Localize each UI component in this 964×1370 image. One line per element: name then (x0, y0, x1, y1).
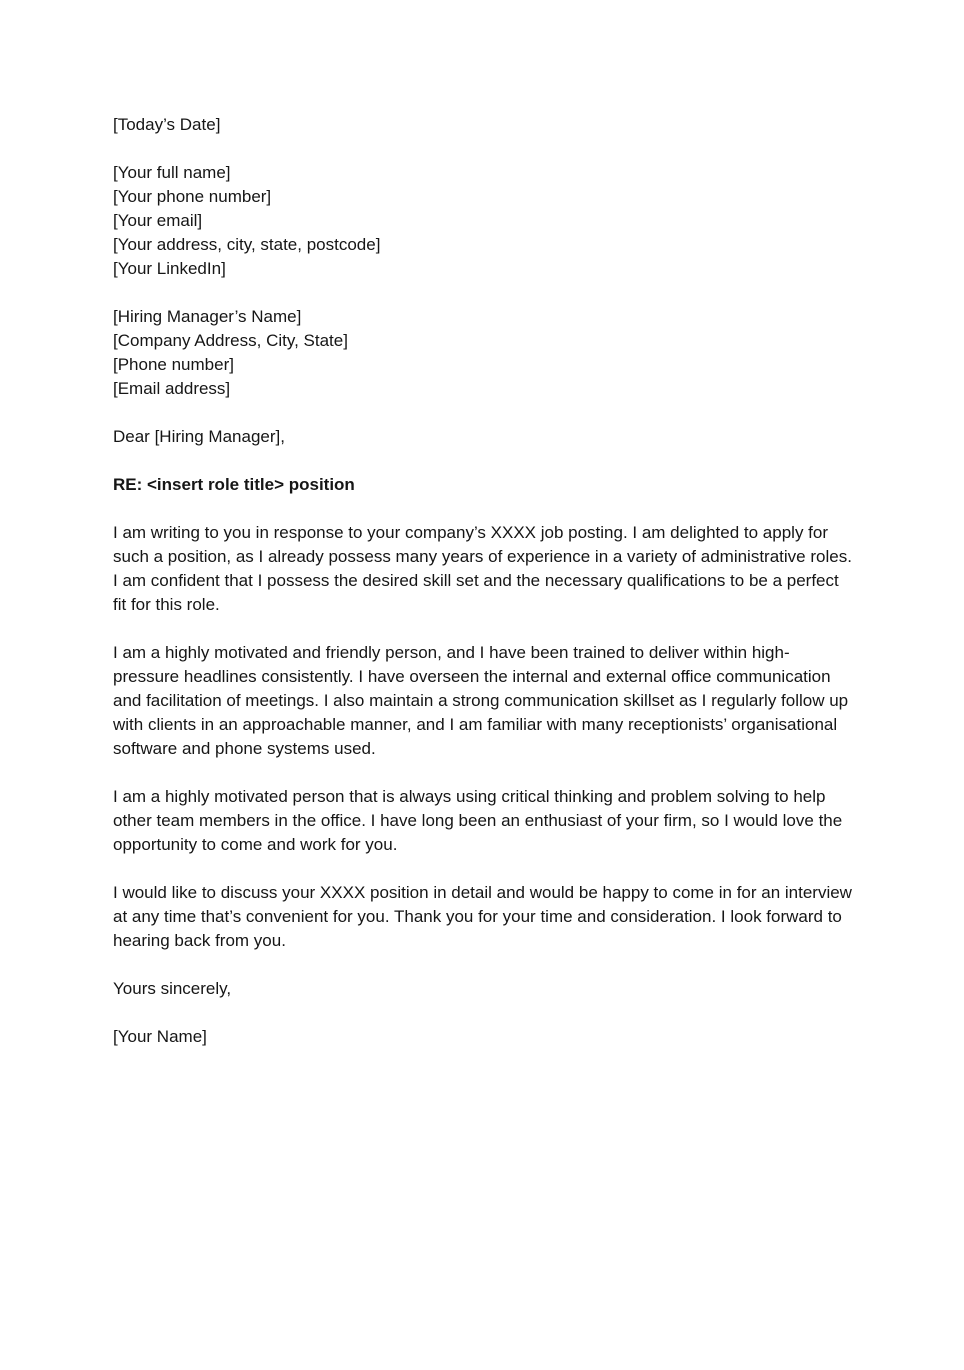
sender-linkedin: [Your LinkedIn] (113, 259, 226, 278)
recipient-phone-number: [Phone number] (113, 355, 234, 374)
sender-address: [Your address, city, state, postcode] (113, 235, 381, 254)
body-paragraph-skills: I am a highly motivated and friendly person, and I have been trained to deliver within high-pressure headlines consistently. I have overseen the internal and external office communication and facilitation of meetings. I also maintain a strong communication skillset as I regularly follow up with clients in an approachable manner, and I am familiar with many receptionists’ organisational software and phone systems used. (113, 643, 849, 758)
sender-phone-number: [Your phone number] (113, 187, 272, 206)
signature-name: [Your Name] (113, 1027, 207, 1046)
sender-block (113, 161, 853, 281)
sender-email: [Your email] (113, 211, 203, 230)
body-paragraph-motivation: I am a highly motivated person that is always using critical thinking and problem solving to help other team members in the office. I have long been an enthusiast of your firm, so I would love the opportunity to come and work for you. (113, 787, 843, 854)
recipient-hiring-manager-name: [Hiring Manager’s Name] (113, 307, 302, 326)
date-block (113, 113, 853, 137)
recipient-block (113, 305, 853, 401)
date-line: [Today’s Date] (113, 115, 221, 134)
closing: Yours sincerely, (113, 979, 232, 998)
sender-full-name: [Your full name] (113, 163, 231, 182)
recipient-company-address: [Company Address, City, State] (113, 331, 348, 350)
body-paragraph-intro: I am writing to you in response to your company’s XXXX job posting. I am delighted to apply for such a position, as I already possess many years of experience in a variety of administrative roles. I am confident that I possess the desired skill set and the necessary qualifications to be a perfect fit for this role. (113, 523, 852, 614)
salutation: Dear [Hiring Manager], (113, 427, 285, 446)
letter-content (113, 113, 853, 1073)
recipient-email-address: [Email address] (113, 379, 231, 398)
body-paragraph-interview-request: I would like to discuss your XXXX position in detail and would be happy to come in for an interview at any time that’s convenient for you. Thank you for your time and consideration. I look forward to hearing back from you. (113, 883, 852, 950)
subject-line: RE: <insert role title> position (113, 475, 355, 494)
